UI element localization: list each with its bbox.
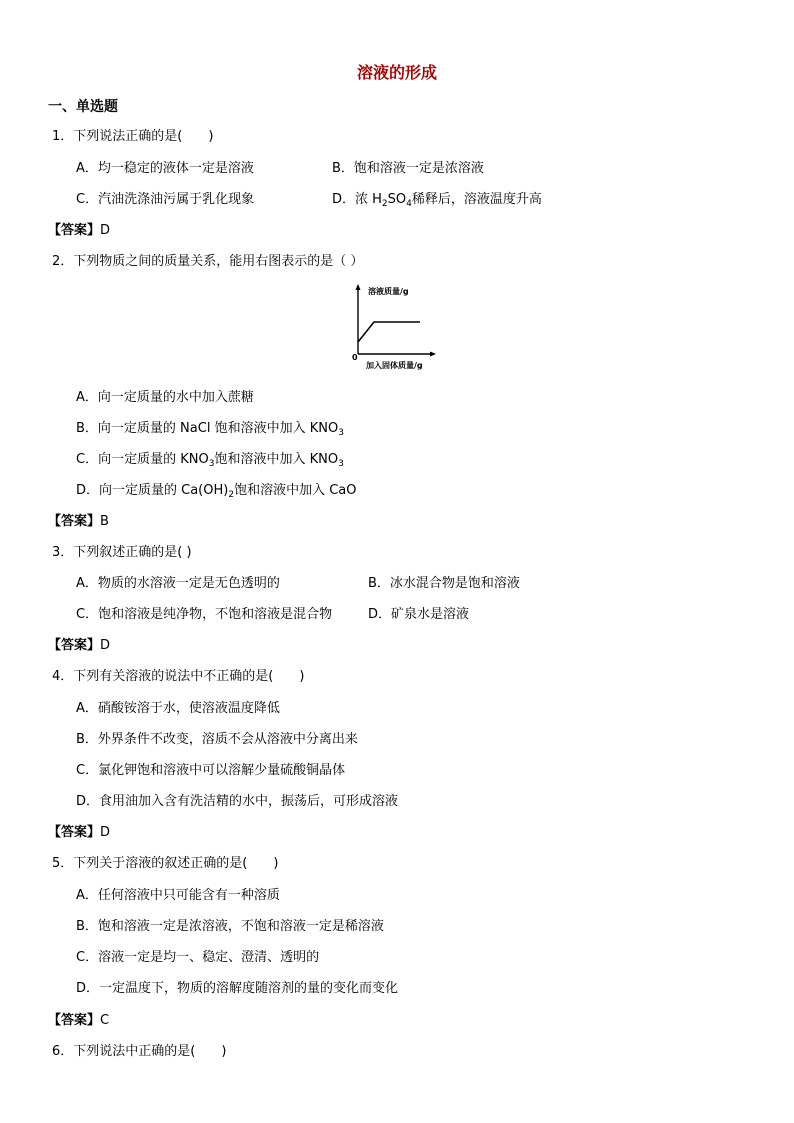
question-3-option-b: B．冰水混合物是饱和溶液 [368, 576, 520, 591]
question-2-option-c: C．向一定质量的 $KNO_3$饱和溶液中加入 $KNO_3$ [76, 452, 344, 469]
question-2-option-a: A．向一定质量的水中加入蔗糖 [76, 390, 254, 405]
question-2-option-d: D．向一定质量的 $Ca(OH)_2$饱和溶液中加入 CaO [76, 483, 357, 500]
question-1-option-d: D．浓 $H_2SO_4$稀释后，溶液温度升高 [332, 192, 542, 209]
question-1-answer: 【答案】D [48, 223, 111, 238]
question-5-option-c: C．溶液一定是均一、稳定、澄清、透明的 [76, 950, 320, 965]
question-1-option-c: C．汽油洗涤油污属于乳化现象 [76, 192, 255, 207]
question-2-option-b: B．向一定质量的 NaCl 饱和溶液中加入 $KNO_3$ [76, 421, 344, 438]
graph-y-label: 溶液质量/g [368, 287, 409, 296]
question-2-answer: 【答案】B [48, 514, 109, 529]
question-4-option-d: D．食用油加入含有洗洁精的水中，振荡后，可形成溶液 [76, 794, 399, 809]
graph-x-arrow [430, 352, 436, 357]
question-4-answer: 【答案】D [48, 825, 111, 840]
question-5-option-a: A．任何溶液中只可能含有一种溶质 [76, 888, 280, 903]
question-1-option-a: A．均一稳定的液体一定是溶液 [76, 161, 254, 176]
question-2-graph [350, 282, 440, 372]
graph-curve [358, 322, 420, 342]
question-3-option-d: D．矿泉水是溶液 [368, 607, 470, 622]
question-1-option-b: B．饱和溶液一定是浓溶液 [332, 161, 484, 176]
question-4-option-c: C．氯化钾饱和溶液中可以溶解少量硫酸铜晶体 [76, 763, 346, 778]
question-3-answer: 【答案】D [48, 638, 111, 653]
question-5-option-b: B．饱和溶液一定是浓溶液，不饱和溶液一定是稀溶液 [76, 919, 384, 934]
graph-x-label: 加入固体质量/g [366, 361, 423, 370]
question-5-answer: 【答案】C [48, 1013, 110, 1028]
question-3-option-a: A．物质的水溶液一定是无色透明的 [76, 576, 280, 591]
question-4-option-b: B．外界条件不改变，溶质不会从溶液中分离出来 [76, 732, 358, 747]
question-5-stem: 5．下列关于溶液的叙述正确的是( ) [52, 856, 279, 871]
question-3-stem: 3．下列叙述正确的是( ) [52, 545, 192, 560]
graph-y-arrow [356, 284, 361, 290]
section-heading: 一、单选题 [48, 99, 118, 115]
graph-origin-label: 0 [352, 353, 358, 362]
question-4-option-a: A．硝酸铵溶于水，使溶液温度降低 [76, 701, 280, 716]
question-3-option-c: C．饱和溶液是纯净物，不饱和溶液是混合物 [76, 607, 333, 622]
question-5-option-d: D．一定温度下，物质的溶解度随溶剂的量的变化而变化 [76, 981, 399, 996]
question-6-stem: 6．下列说法中正确的是( ) [52, 1044, 227, 1059]
question-2-stem: 2．下列物质之间的质量关系，能用右图表示的是（ ） [52, 254, 364, 269]
question-4-stem: 4．下列有关溶液的说法中不正确的是( ) [52, 669, 305, 684]
page-title: 溶液的形成 [356, 63, 437, 82]
question-1-stem: 1．下列说法正确的是( ) [52, 129, 214, 144]
